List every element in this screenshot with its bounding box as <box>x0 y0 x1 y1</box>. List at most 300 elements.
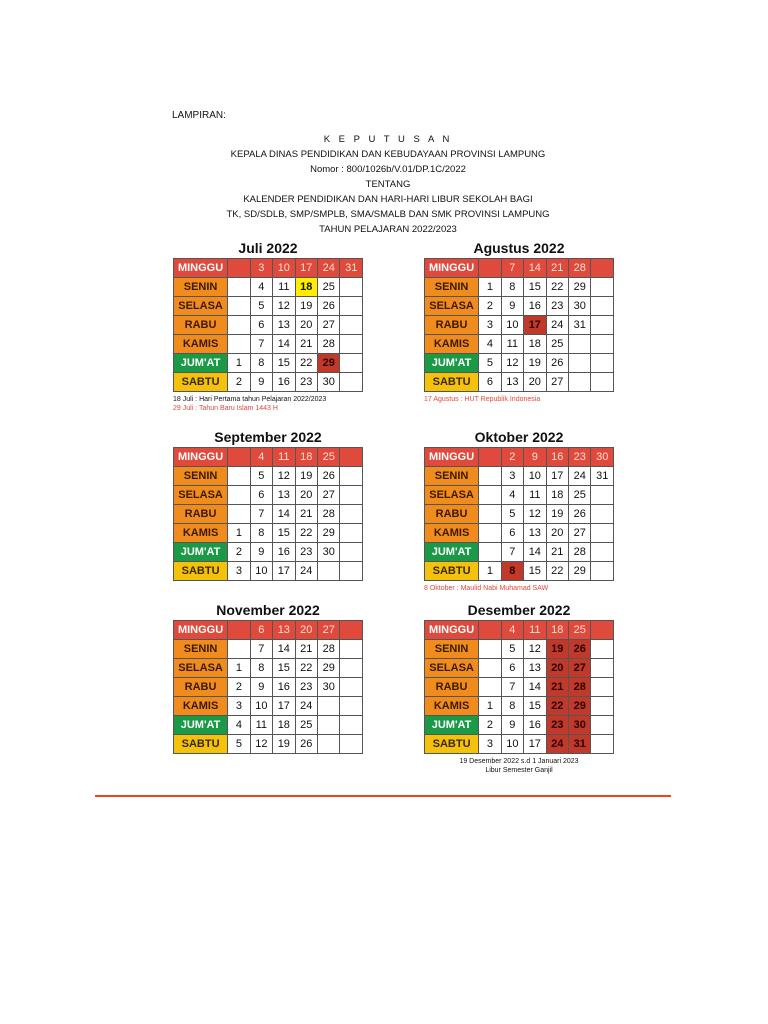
date-cell <box>318 735 340 754</box>
calendar-row <box>174 621 363 640</box>
date-cell: 28 <box>318 335 340 354</box>
calendar-row <box>174 678 363 697</box>
date-cell: 18 <box>295 448 317 467</box>
date-cell: 26 <box>546 354 568 373</box>
date-cell: 19 <box>273 735 295 754</box>
date-cell: 7 <box>250 335 272 354</box>
decree-subject-line-1: KALENDER PENDIDIKAN DAN HARI-HARI LIBUR SEKOLAH BAGI <box>243 194 533 205</box>
date-cell: 1 <box>228 354 250 373</box>
day-name-cell: SELASA <box>425 486 479 505</box>
date-cell: 12 <box>524 640 546 659</box>
date-cell: 24 <box>318 259 340 278</box>
date-cell: 26 <box>569 640 591 659</box>
date-cell <box>340 735 363 754</box>
lampiran-label: LAMPIRAN: <box>172 110 226 121</box>
calendar-row <box>425 697 614 716</box>
date-cell: 5 <box>228 735 250 754</box>
date-cell: 20 <box>546 524 568 543</box>
date-cell <box>479 543 501 562</box>
date-cell: 14 <box>524 678 546 697</box>
date-cell <box>479 640 501 659</box>
date-cell <box>340 543 363 562</box>
date-cell <box>228 278 250 297</box>
date-cell: 27 <box>318 316 340 335</box>
date-cell: 3 <box>479 735 501 754</box>
calendar-row <box>425 259 614 278</box>
date-cell <box>318 716 340 735</box>
day-name-cell: RABU <box>174 678 228 697</box>
date-cell: 20 <box>524 373 546 392</box>
date-cell: 26 <box>318 467 340 486</box>
date-cell <box>479 486 501 505</box>
calendar-row <box>425 562 614 581</box>
date-cell: 1 <box>228 524 250 543</box>
date-cell: 16 <box>524 297 546 316</box>
day-name-cell: KAMIS <box>425 335 479 354</box>
date-cell: 18 <box>546 486 568 505</box>
date-cell: 4 <box>228 716 250 735</box>
date-cell: 20 <box>295 621 317 640</box>
date-cell: 8 <box>250 524 272 543</box>
date-cell <box>569 373 591 392</box>
date-cell: 18 <box>295 278 317 297</box>
day-name-cell: SENIN <box>174 278 228 297</box>
date-cell: 10 <box>250 697 272 716</box>
calendar-table <box>173 620 363 754</box>
date-cell: 4 <box>479 335 501 354</box>
calendar-notes <box>424 757 614 775</box>
day-name-cell: SELASA <box>425 297 479 316</box>
date-cell: 22 <box>295 524 317 543</box>
decree-issuer: KEPALA DINAS PENDIDIKAN DAN KEBUDAYAAN PROVINSI LAMPUNG <box>230 149 546 160</box>
calendar-row <box>174 716 363 735</box>
day-name-cell: JUM'AT <box>425 543 479 562</box>
date-cell: 1 <box>479 562 501 581</box>
date-cell: 1 <box>479 697 501 716</box>
date-cell: 17 <box>273 697 295 716</box>
date-cell <box>591 354 614 373</box>
date-cell: 4 <box>250 448 272 467</box>
calendar-row <box>174 562 363 581</box>
date-cell: 20 <box>546 659 568 678</box>
day-name-cell: SENIN <box>174 640 228 659</box>
date-cell: 13 <box>273 486 295 505</box>
date-cell <box>228 467 250 486</box>
date-cell: 21 <box>295 640 317 659</box>
calendar-row <box>174 373 363 392</box>
date-cell: 29 <box>318 524 340 543</box>
date-cell <box>591 735 614 754</box>
day-name-cell: MINGGU <box>425 448 479 467</box>
date-cell: 30 <box>569 716 591 735</box>
decree-tentang: TENTANG <box>365 179 411 190</box>
date-cell: 5 <box>501 505 523 524</box>
calendar-table <box>173 447 363 581</box>
date-cell: 10 <box>501 735 523 754</box>
date-cell: 12 <box>524 505 546 524</box>
date-cell <box>228 640 250 659</box>
holiday-note: Libur Semester Ganjil <box>485 767 553 774</box>
date-cell: 30 <box>318 543 340 562</box>
calendar-row <box>425 524 614 543</box>
date-cell: 15 <box>524 278 546 297</box>
date-cell: 11 <box>524 621 546 640</box>
month-december <box>424 600 614 775</box>
date-cell: 15 <box>273 354 295 373</box>
date-cell: 28 <box>318 640 340 659</box>
date-cell: 7 <box>501 678 523 697</box>
date-cell: 12 <box>273 467 295 486</box>
date-cell: 31 <box>569 316 591 335</box>
date-cell: 6 <box>250 316 272 335</box>
day-name-cell: MINGGU <box>174 259 228 278</box>
date-cell: 5 <box>479 354 501 373</box>
date-cell <box>228 621 250 640</box>
date-cell: 10 <box>501 316 523 335</box>
date-cell: 6 <box>250 621 272 640</box>
date-cell <box>479 467 501 486</box>
month-october <box>424 427 614 593</box>
calendar-row <box>425 335 614 354</box>
day-name-cell: KAMIS <box>174 524 228 543</box>
calendar-row <box>425 678 614 697</box>
date-cell: 21 <box>295 335 317 354</box>
date-cell: 10 <box>250 562 272 581</box>
calendar-row <box>425 486 614 505</box>
day-name-cell: SABTU <box>174 735 228 754</box>
day-name-cell: SENIN <box>425 467 479 486</box>
date-cell: 26 <box>295 735 317 754</box>
month-title: Juli 2022 <box>238 240 298 256</box>
date-cell <box>340 562 363 581</box>
day-name-cell: RABU <box>174 505 228 524</box>
date-cell: 22 <box>295 659 317 678</box>
date-cell: 31 <box>340 259 363 278</box>
date-cell: 11 <box>501 335 523 354</box>
date-cell: 21 <box>546 543 568 562</box>
month-july <box>173 238 363 413</box>
date-cell: 15 <box>524 562 546 581</box>
date-cell: 30 <box>569 297 591 316</box>
date-cell: 8 <box>250 354 272 373</box>
date-cell: 23 <box>546 716 568 735</box>
date-cell: 14 <box>524 259 546 278</box>
date-cell: 2 <box>479 297 501 316</box>
day-name-cell: KAMIS <box>174 335 228 354</box>
calendar-row <box>174 640 363 659</box>
date-cell: 14 <box>273 335 295 354</box>
day-name-cell: MINGGU <box>425 259 479 278</box>
date-cell <box>340 697 363 716</box>
date-cell: 24 <box>546 735 568 754</box>
day-name-cell: RABU <box>425 678 479 697</box>
date-cell: 28 <box>569 259 591 278</box>
day-name-cell: RABU <box>425 505 479 524</box>
date-cell: 30 <box>591 448 614 467</box>
day-name-cell: MINGGU <box>174 621 228 640</box>
date-cell: 4 <box>501 486 523 505</box>
calendar-row <box>174 735 363 754</box>
date-cell: 6 <box>479 373 501 392</box>
date-cell: 14 <box>273 505 295 524</box>
day-name-cell: RABU <box>174 316 228 335</box>
calendar-notes <box>173 395 363 413</box>
date-cell <box>340 297 363 316</box>
calendar-row <box>425 316 614 335</box>
calendar-row <box>174 448 363 467</box>
calendar-table <box>424 620 614 754</box>
date-cell: 15 <box>273 524 295 543</box>
calendar-row <box>425 640 614 659</box>
date-cell: 3 <box>250 259 272 278</box>
calendar-row <box>425 354 614 373</box>
date-cell: 14 <box>524 543 546 562</box>
date-cell: 29 <box>318 354 340 373</box>
date-cell: 7 <box>501 259 523 278</box>
date-cell <box>340 467 363 486</box>
date-cell <box>340 505 363 524</box>
holiday-note: 19 Desember 2022 s.d 1 Januari 2023 <box>459 758 579 765</box>
holiday-note: 18 Juli : Hari Pertama tahun Pelajaran 2022/2023 <box>173 396 327 403</box>
day-name-cell: JUM'AT <box>174 716 228 735</box>
calendar-row <box>425 297 614 316</box>
date-cell: 27 <box>569 659 591 678</box>
date-cell <box>591 373 614 392</box>
date-cell: 28 <box>569 543 591 562</box>
date-cell: 12 <box>273 297 295 316</box>
date-cell <box>591 335 614 354</box>
date-cell: 17 <box>524 735 546 754</box>
decree-title: K E P U T U S A N <box>323 134 453 145</box>
date-cell <box>591 543 614 562</box>
calendar-row <box>174 335 363 354</box>
date-cell: 29 <box>569 278 591 297</box>
calendar-row <box>174 659 363 678</box>
date-cell <box>340 316 363 335</box>
calendar-row <box>174 297 363 316</box>
date-cell: 6 <box>250 486 272 505</box>
date-cell <box>340 678 363 697</box>
date-cell <box>591 316 614 335</box>
holiday-note: 17 Agustus : HUT Republik Indonesia <box>424 396 541 403</box>
date-cell: 23 <box>569 448 591 467</box>
date-cell: 27 <box>569 524 591 543</box>
date-cell <box>340 640 363 659</box>
calendar-row <box>425 543 614 562</box>
date-cell: 16 <box>273 678 295 697</box>
date-cell: 25 <box>546 335 568 354</box>
date-cell <box>228 297 250 316</box>
calendar-row <box>425 373 614 392</box>
date-cell: 9 <box>250 373 272 392</box>
date-cell: 7 <box>250 505 272 524</box>
date-cell <box>340 448 363 467</box>
month-august <box>424 238 614 404</box>
calendar-row <box>174 259 363 278</box>
date-cell: 24 <box>546 316 568 335</box>
holiday-note: 8 Oktober : Maulid Nabi Muhamad SAW <box>424 585 549 592</box>
calendar-row <box>174 467 363 486</box>
day-name-cell: SENIN <box>174 467 228 486</box>
date-cell: 24 <box>295 562 317 581</box>
date-cell: 12 <box>250 735 272 754</box>
date-cell: 17 <box>524 316 546 335</box>
date-cell: 16 <box>524 716 546 735</box>
date-cell: 30 <box>318 373 340 392</box>
date-cell: 7 <box>250 640 272 659</box>
date-cell <box>228 486 250 505</box>
calendar-row <box>174 278 363 297</box>
date-cell <box>228 335 250 354</box>
day-name-cell: RABU <box>425 316 479 335</box>
day-name-cell: KAMIS <box>174 697 228 716</box>
date-cell: 25 <box>295 716 317 735</box>
month-title: September 2022 <box>214 429 322 445</box>
date-cell: 11 <box>524 486 546 505</box>
date-cell: 10 <box>524 467 546 486</box>
date-cell <box>228 505 250 524</box>
date-cell: 17 <box>546 467 568 486</box>
date-cell: 27 <box>318 621 340 640</box>
date-cell <box>340 716 363 735</box>
date-cell <box>591 505 614 524</box>
date-cell <box>340 486 363 505</box>
date-cell: 6 <box>501 524 523 543</box>
day-name-cell: JUM'AT <box>174 354 228 373</box>
date-cell: 9 <box>250 543 272 562</box>
date-cell <box>591 659 614 678</box>
decree-year: TAHUN PELAJARAN 2022/2023 <box>319 224 457 235</box>
date-cell: 19 <box>295 297 317 316</box>
day-name-cell: SABTU <box>425 562 479 581</box>
month-november <box>173 600 363 754</box>
date-cell: 19 <box>546 505 568 524</box>
date-cell: 16 <box>273 373 295 392</box>
decree-header <box>172 132 604 237</box>
date-cell <box>228 259 250 278</box>
date-cell: 8 <box>250 659 272 678</box>
date-cell: 15 <box>273 659 295 678</box>
date-cell: 21 <box>546 259 568 278</box>
date-cell <box>591 697 614 716</box>
date-cell <box>591 678 614 697</box>
date-cell: 3 <box>228 697 250 716</box>
date-cell: 25 <box>318 448 340 467</box>
date-cell <box>591 640 614 659</box>
date-cell: 27 <box>318 486 340 505</box>
date-cell: 8 <box>501 278 523 297</box>
decree-subject-line-2: TK, SD/SDLB, SMP/SMPLB, SMA/SMALB DAN SMK PROVINSI LAMPUNG <box>226 209 550 220</box>
date-cell: 28 <box>569 678 591 697</box>
day-name-cell: SABTU <box>425 373 479 392</box>
date-cell: 14 <box>273 640 295 659</box>
date-cell: 11 <box>273 278 295 297</box>
date-cell: 19 <box>524 354 546 373</box>
calendar-row <box>425 659 614 678</box>
date-cell <box>479 659 501 678</box>
date-cell <box>591 486 614 505</box>
calendar-row <box>174 505 363 524</box>
calendar-row <box>425 505 614 524</box>
date-cell <box>591 259 614 278</box>
calendar-row <box>174 316 363 335</box>
date-cell: 23 <box>295 678 317 697</box>
date-cell: 28 <box>318 505 340 524</box>
date-cell: 18 <box>273 716 295 735</box>
date-cell: 26 <box>318 297 340 316</box>
date-cell: 3 <box>501 467 523 486</box>
date-cell <box>340 659 363 678</box>
date-cell: 5 <box>250 297 272 316</box>
date-cell: 29 <box>569 697 591 716</box>
date-cell <box>318 562 340 581</box>
date-cell: 7 <box>501 543 523 562</box>
date-cell: 21 <box>295 505 317 524</box>
date-cell: 27 <box>546 373 568 392</box>
date-cell <box>479 259 501 278</box>
date-cell: 8 <box>501 562 523 581</box>
date-cell: 1 <box>479 278 501 297</box>
calendar-row <box>174 543 363 562</box>
date-cell: 25 <box>569 486 591 505</box>
date-cell: 1 <box>228 659 250 678</box>
calendar-row <box>425 735 614 754</box>
date-cell: 24 <box>569 467 591 486</box>
date-cell <box>340 621 363 640</box>
date-cell: 22 <box>546 697 568 716</box>
month-title: Desember 2022 <box>467 602 571 618</box>
calendar-row <box>425 467 614 486</box>
date-cell <box>569 354 591 373</box>
date-cell <box>228 448 250 467</box>
date-cell <box>591 562 614 581</box>
date-cell: 5 <box>250 467 272 486</box>
date-cell <box>591 278 614 297</box>
date-cell <box>591 524 614 543</box>
date-cell: 19 <box>295 467 317 486</box>
date-cell <box>591 621 614 640</box>
date-cell <box>340 278 363 297</box>
date-cell: 29 <box>318 659 340 678</box>
date-cell: 31 <box>591 467 614 486</box>
date-cell: 17 <box>295 259 317 278</box>
date-cell: 16 <box>546 448 568 467</box>
day-name-cell: SABTU <box>425 735 479 754</box>
day-name-cell: SABTU <box>174 562 228 581</box>
date-cell: 20 <box>295 486 317 505</box>
day-name-cell: SELASA <box>425 659 479 678</box>
date-cell: 25 <box>569 621 591 640</box>
date-cell <box>340 373 363 392</box>
date-cell: 2 <box>501 448 523 467</box>
date-cell: 13 <box>501 373 523 392</box>
date-cell <box>479 505 501 524</box>
month-title: November 2022 <box>216 602 320 618</box>
date-cell: 22 <box>546 562 568 581</box>
date-cell: 5 <box>501 640 523 659</box>
month-title: Agustus 2022 <box>473 240 565 256</box>
date-cell: 13 <box>273 621 295 640</box>
date-cell: 6 <box>501 659 523 678</box>
date-cell: 16 <box>273 543 295 562</box>
month-title: Oktober 2022 <box>474 429 564 445</box>
date-cell <box>318 697 340 716</box>
day-name-cell: MINGGU <box>425 621 479 640</box>
date-cell: 2 <box>228 678 250 697</box>
date-cell: 19 <box>546 640 568 659</box>
date-cell <box>591 297 614 316</box>
calendar-row <box>174 524 363 543</box>
